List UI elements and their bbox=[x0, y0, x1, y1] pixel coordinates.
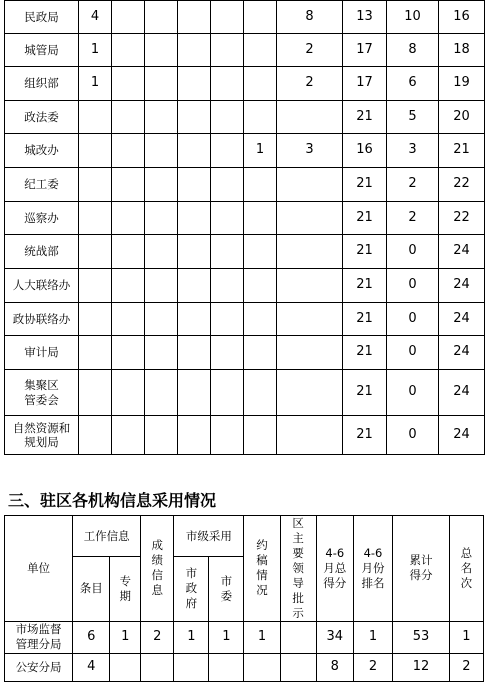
cell: 1 bbox=[79, 34, 112, 67]
cell: 1 bbox=[244, 621, 280, 653]
cell bbox=[145, 416, 178, 455]
header-total-rank: 总名次 bbox=[449, 516, 483, 622]
cell: 16 bbox=[343, 134, 387, 168]
cell bbox=[178, 269, 211, 303]
cell: 0 bbox=[387, 269, 439, 303]
cell bbox=[178, 101, 211, 134]
cell bbox=[79, 134, 112, 168]
cell: 4 bbox=[79, 1, 112, 34]
table-row bbox=[5, 1, 485, 34]
cell bbox=[211, 101, 244, 134]
cell: 24 bbox=[439, 370, 485, 416]
table-row bbox=[5, 202, 485, 235]
section-heading: 三、驻区各机构信息采用情况 bbox=[8, 491, 217, 510]
header-score-46: 4-6 月总 得分 bbox=[316, 516, 353, 622]
header-cumulative: 累计 得分 bbox=[393, 516, 450, 622]
cell bbox=[79, 303, 112, 336]
cell bbox=[79, 336, 112, 370]
cell bbox=[112, 235, 145, 269]
cell: 13 bbox=[343, 1, 387, 34]
unit-cell: 政法委 bbox=[5, 101, 79, 134]
cell bbox=[145, 101, 178, 134]
cell bbox=[244, 235, 277, 269]
cell: 2 bbox=[387, 168, 439, 202]
cell: 8 bbox=[387, 34, 439, 67]
cell bbox=[112, 134, 145, 168]
cell: 6 bbox=[387, 67, 439, 101]
cell: 0 bbox=[387, 416, 439, 455]
header-leader: 区主要领导批示 bbox=[280, 516, 316, 622]
cell: 1 bbox=[209, 621, 244, 653]
cell bbox=[79, 202, 112, 235]
cell bbox=[211, 235, 244, 269]
unit-cell: 市场监督 管理分局 bbox=[5, 621, 73, 653]
cell: 0 bbox=[387, 235, 439, 269]
unit-cell: 集聚区 管委会 bbox=[5, 370, 79, 416]
table-row bbox=[5, 303, 485, 336]
cell bbox=[244, 202, 277, 235]
cell bbox=[112, 34, 145, 67]
cell bbox=[211, 370, 244, 416]
unit-cell: 巡察办 bbox=[5, 202, 79, 235]
cell: 21 bbox=[343, 303, 387, 336]
header-city-gov: 市政府 bbox=[174, 557, 209, 621]
cell bbox=[178, 416, 211, 455]
cell bbox=[244, 336, 277, 370]
table-row bbox=[5, 67, 485, 101]
cell: 24 bbox=[439, 269, 485, 303]
cell bbox=[178, 235, 211, 269]
cell bbox=[178, 303, 211, 336]
cell: 1 bbox=[353, 621, 392, 653]
unit-cell: 自然资源和 规划局 bbox=[5, 416, 79, 455]
cell bbox=[280, 621, 316, 653]
header-special: 专期 bbox=[110, 557, 141, 621]
header-unit: 单位 bbox=[5, 516, 73, 622]
cell bbox=[178, 134, 211, 168]
cell: 22 bbox=[439, 168, 485, 202]
cell: 20 bbox=[439, 101, 485, 134]
cell: 22 bbox=[439, 202, 485, 235]
cell: 0 bbox=[387, 303, 439, 336]
cell bbox=[277, 168, 343, 202]
header-work-info: 工作信息 bbox=[73, 516, 141, 557]
cell bbox=[277, 202, 343, 235]
table-row bbox=[5, 621, 484, 653]
cell bbox=[112, 202, 145, 235]
cell bbox=[178, 34, 211, 67]
cell bbox=[145, 336, 178, 370]
unit-cell: 城改办 bbox=[5, 134, 79, 168]
unit-cell: 政协联络办 bbox=[5, 303, 79, 336]
cell: 2 bbox=[277, 34, 343, 67]
table-row bbox=[5, 235, 485, 269]
cell bbox=[145, 370, 178, 416]
unit-cell: 城管局 bbox=[5, 34, 79, 67]
table-row bbox=[5, 370, 485, 416]
cell: 2 bbox=[277, 67, 343, 101]
cell: 2 bbox=[387, 202, 439, 235]
unit-cell: 统战部 bbox=[5, 235, 79, 269]
cell: 19 bbox=[439, 67, 485, 101]
table-row bbox=[5, 101, 485, 134]
cell: 1 bbox=[449, 621, 483, 653]
cell bbox=[209, 653, 244, 681]
table-row bbox=[5, 168, 485, 202]
cell bbox=[211, 416, 244, 455]
cell bbox=[112, 168, 145, 202]
cell: 2 bbox=[353, 653, 392, 681]
cell: 2 bbox=[141, 621, 174, 653]
cell: 1 bbox=[244, 134, 277, 168]
cell bbox=[178, 67, 211, 101]
cell: 17 bbox=[343, 34, 387, 67]
cell bbox=[211, 1, 244, 34]
cell bbox=[79, 416, 112, 455]
cell: 6 bbox=[73, 621, 110, 653]
unit-cell: 公安分局 bbox=[5, 653, 73, 681]
cell bbox=[244, 34, 277, 67]
unit-cell: 纪工委 bbox=[5, 168, 79, 202]
cell bbox=[211, 168, 244, 202]
cell bbox=[145, 34, 178, 67]
cell bbox=[112, 269, 145, 303]
cell: 1 bbox=[110, 621, 141, 653]
cell bbox=[145, 134, 178, 168]
cell bbox=[145, 269, 178, 303]
cell: 3 bbox=[387, 134, 439, 168]
header-commissioned: 约稿情况 bbox=[244, 516, 280, 622]
cell bbox=[211, 34, 244, 67]
cell bbox=[244, 269, 277, 303]
agency-info-table bbox=[4, 515, 484, 682]
unit-cell: 民政局 bbox=[5, 1, 79, 34]
cell bbox=[277, 370, 343, 416]
cell bbox=[244, 168, 277, 202]
cell bbox=[244, 67, 277, 101]
header-city-committee: 市委 bbox=[209, 557, 244, 621]
table-row bbox=[5, 416, 485, 455]
cell bbox=[79, 269, 112, 303]
cell: 8 bbox=[316, 653, 353, 681]
cell bbox=[145, 1, 178, 34]
cell bbox=[145, 168, 178, 202]
cell: 0 bbox=[387, 336, 439, 370]
cell bbox=[211, 202, 244, 235]
cell bbox=[280, 653, 316, 681]
cell: 21 bbox=[343, 168, 387, 202]
cell: 21 bbox=[343, 336, 387, 370]
cell bbox=[244, 101, 277, 134]
cell: 21 bbox=[343, 370, 387, 416]
cell bbox=[211, 303, 244, 336]
cell: 4 bbox=[73, 653, 110, 681]
cell bbox=[178, 336, 211, 370]
cell: 21 bbox=[439, 134, 485, 168]
unit-cell: 组织部 bbox=[5, 67, 79, 101]
table-row bbox=[5, 34, 485, 67]
cell: 5 bbox=[387, 101, 439, 134]
cell bbox=[145, 303, 178, 336]
cell: 24 bbox=[439, 303, 485, 336]
cell bbox=[112, 370, 145, 416]
cell bbox=[112, 416, 145, 455]
cell: 1 bbox=[174, 621, 209, 653]
cell bbox=[277, 235, 343, 269]
cell bbox=[145, 202, 178, 235]
cell bbox=[244, 303, 277, 336]
table-row bbox=[5, 653, 484, 681]
cell: 16 bbox=[439, 1, 485, 34]
cell: 18 bbox=[439, 34, 485, 67]
cell bbox=[244, 653, 280, 681]
cell: 21 bbox=[343, 235, 387, 269]
header-items: 条目 bbox=[73, 557, 110, 621]
cell bbox=[112, 1, 145, 34]
header-city-adopt: 市级采用 bbox=[174, 516, 244, 557]
cell bbox=[112, 101, 145, 134]
cell: 21 bbox=[343, 416, 387, 455]
cell bbox=[178, 370, 211, 416]
header-achievement: 成绩信息 bbox=[141, 516, 174, 622]
cell: 12 bbox=[393, 653, 450, 681]
cell bbox=[79, 101, 112, 134]
cell: 21 bbox=[343, 202, 387, 235]
cell bbox=[211, 134, 244, 168]
cell: 10 bbox=[387, 1, 439, 34]
cell: 53 bbox=[393, 621, 450, 653]
cell bbox=[211, 67, 244, 101]
cell bbox=[244, 1, 277, 34]
cell bbox=[145, 67, 178, 101]
cell: 0 bbox=[387, 370, 439, 416]
cell: 34 bbox=[316, 621, 353, 653]
cell bbox=[244, 416, 277, 455]
cell bbox=[141, 653, 174, 681]
cell bbox=[244, 370, 277, 416]
unit-cell: 人大联络办 bbox=[5, 269, 79, 303]
cell: 1 bbox=[79, 67, 112, 101]
cell: 24 bbox=[439, 336, 485, 370]
cell: 2 bbox=[449, 653, 483, 681]
cell: 17 bbox=[343, 67, 387, 101]
cell bbox=[277, 101, 343, 134]
header-rank-46: 4-6 月份 排名 bbox=[353, 516, 392, 622]
cell bbox=[178, 1, 211, 34]
table-row bbox=[5, 134, 485, 168]
cell: 24 bbox=[439, 416, 485, 455]
cell: 24 bbox=[439, 235, 485, 269]
cell bbox=[79, 235, 112, 269]
cell bbox=[211, 336, 244, 370]
unit-cell: 审计局 bbox=[5, 336, 79, 370]
cell: 21 bbox=[343, 101, 387, 134]
cell bbox=[110, 653, 141, 681]
cell bbox=[112, 303, 145, 336]
cell bbox=[112, 336, 145, 370]
cell: 3 bbox=[277, 134, 343, 168]
cell bbox=[178, 202, 211, 235]
cell bbox=[79, 370, 112, 416]
cell bbox=[277, 416, 343, 455]
table-row bbox=[5, 269, 485, 303]
cell: 21 bbox=[343, 269, 387, 303]
cell bbox=[277, 336, 343, 370]
cell: 8 bbox=[277, 1, 343, 34]
cell bbox=[79, 168, 112, 202]
cell bbox=[112, 67, 145, 101]
cell bbox=[277, 303, 343, 336]
cell bbox=[277, 269, 343, 303]
cell bbox=[211, 269, 244, 303]
cell bbox=[178, 168, 211, 202]
table-row bbox=[5, 336, 485, 370]
cell bbox=[174, 653, 209, 681]
ranking-table bbox=[4, 0, 485, 455]
cell bbox=[145, 235, 178, 269]
